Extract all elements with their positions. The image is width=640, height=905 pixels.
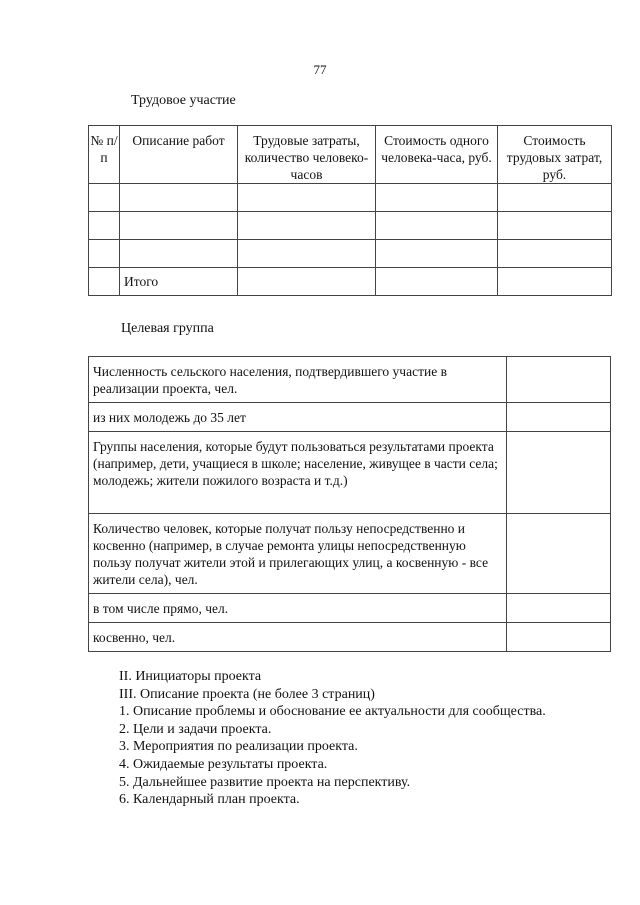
table-row [89,514,611,594]
beneficiaries-count-label: Количество человек, которые получат пользу непосредственно и косвенно (например, в случае ремонта улицы непосредственную пользу получат жители этой и прилегающих улиц, а косвенную - все жители села), чел. [89,514,507,594]
value-cell [507,623,611,652]
target-section-title: Целевая группа [121,321,214,336]
value-cell [507,357,611,403]
table-row [89,184,612,212]
project-outline-list [119,668,546,809]
list-item: 2. Цели и задачи проекта. [119,721,272,737]
list-item: 1. Описание проблемы и обоснование ее актуальности для сообщества. [119,704,546,720]
page-number: 77 [313,62,327,77]
table-row [89,403,611,432]
header-labor-hours: Трудовые затраты, количество человеко-часов [238,126,376,184]
list-item: 3. Мероприятия по реализации проекта. [119,739,358,755]
list-item: 5. Дальнейшее развитие проекта на перспективу. [119,774,411,790]
header-hour-cost: Стоимость одного человека-часа, руб. [376,126,498,184]
list-item: III. Описание проекта (не более 3 страниц) [119,686,375,702]
direct-beneficiaries-label: в том числе прямо, чел. [89,594,507,623]
value-cell [507,514,611,594]
table-row [89,594,611,623]
header-number: № п/п [89,126,120,184]
header-total-cost: Стоимость трудовых затрат, руб. [498,126,612,184]
list-item: 4. Ожидаемые результаты проекта. [119,756,328,772]
header-work-description: Описание работ [120,126,238,184]
table-row [89,240,612,268]
value-cell [507,594,611,623]
target-group-table [88,356,611,652]
value-cell [507,432,611,514]
labor-table [88,125,612,296]
labor-section-title: Трудовое участие [131,93,236,108]
table-row [89,623,611,652]
list-item: II. Инициаторы проекта [119,669,262,684]
labor-table-header-row [89,126,612,184]
indirect-beneficiaries-label: косвенно, чел. [89,623,507,652]
total-label: Итого [120,268,238,296]
table-row [89,357,611,403]
rural-population-count-label: Численность сельского населения, подтвердившего участие в реализации проекта, чел. [89,357,507,403]
youth-count-label: из них молодежь до 35 лет [89,403,507,432]
total-row [89,268,612,296]
table-row [89,212,612,240]
table-row [89,432,611,514]
list-item: 6. Календарный план проекта. [119,792,300,808]
value-cell [507,403,611,432]
population-groups-label: Группы населения, которые будут пользоваться результатами проекта (например, дети, учащиеся в школе; население, живущее в части села; молодежь; жители пожилого возраста и т.д.) [89,432,507,514]
